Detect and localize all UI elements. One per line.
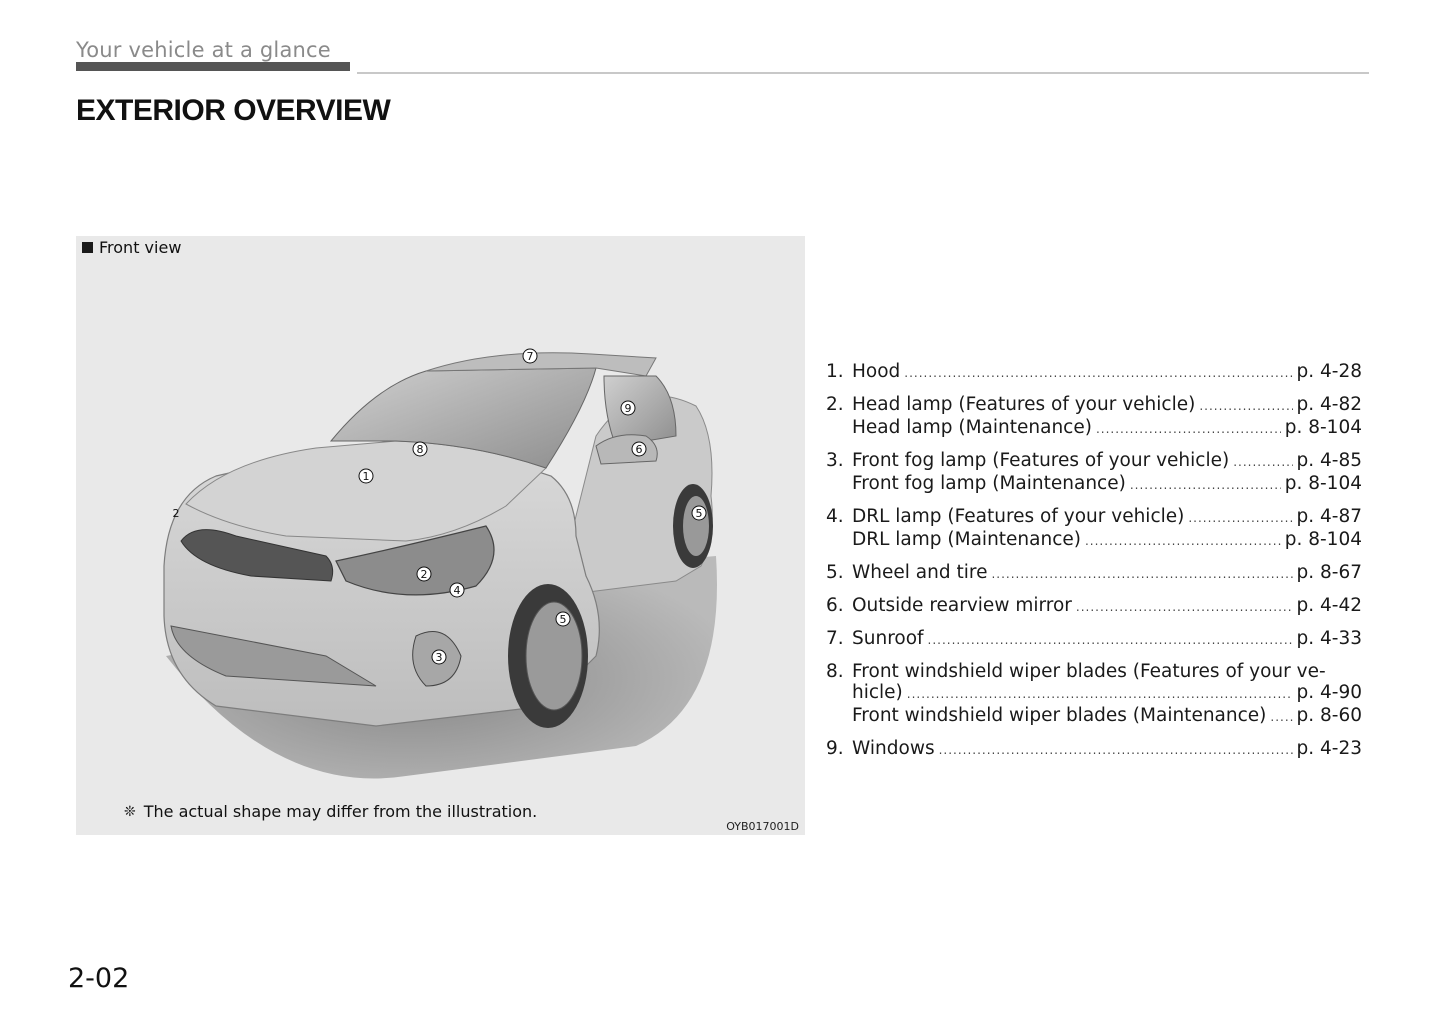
svg-text:9: 9 bbox=[624, 402, 632, 415]
figure-note bbox=[124, 802, 537, 821]
dot-leader bbox=[928, 630, 1293, 651]
item-page-ref: p. 8-60 bbox=[1296, 705, 1362, 726]
item-page-ref: p. 4-82 bbox=[1296, 394, 1362, 415]
item-text: Front fog lamp (Features of your vehicle) bbox=[852, 450, 1230, 471]
list-item-line bbox=[826, 450, 1362, 473]
dot-leader bbox=[907, 684, 1293, 705]
item-text: Front windshield wiper blades (Features of your ve- bbox=[852, 661, 1326, 682]
callout-5-front bbox=[556, 612, 570, 626]
list-item bbox=[826, 562, 1362, 585]
list-item bbox=[826, 394, 1362, 440]
callout-4 bbox=[450, 583, 464, 597]
list-item-line bbox=[826, 595, 1362, 618]
car-illustration bbox=[76, 236, 805, 835]
list-item-line bbox=[826, 738, 1362, 761]
list-item bbox=[826, 506, 1362, 552]
list-item-line bbox=[826, 661, 1362, 682]
dot-leader bbox=[1096, 419, 1281, 440]
item-page-ref: p. 8-67 bbox=[1296, 562, 1362, 583]
item-text: Wheel and tire bbox=[852, 562, 988, 583]
item-number: 8. bbox=[826, 661, 844, 682]
figure-code: OYB017001D bbox=[726, 820, 799, 833]
item-number: 7. bbox=[826, 628, 844, 649]
dot-leader bbox=[1130, 475, 1281, 496]
item-page-ref: p. 4-23 bbox=[1296, 738, 1362, 759]
figure-panel bbox=[76, 236, 805, 835]
item-page-ref: p. 4-90 bbox=[1296, 682, 1362, 703]
item-text: Head lamp (Maintenance) bbox=[852, 417, 1092, 438]
list-item-line bbox=[826, 705, 1362, 728]
item-text: Front fog lamp (Maintenance) bbox=[852, 473, 1126, 494]
dot-leader bbox=[904, 363, 1292, 384]
square-bullet-icon bbox=[82, 242, 93, 253]
item-number: 1. bbox=[826, 361, 844, 382]
item-number: 4. bbox=[826, 506, 844, 527]
item-page-ref: p. 4-85 bbox=[1296, 450, 1362, 471]
callout-6 bbox=[632, 442, 646, 456]
svg-text:2: 2 bbox=[172, 507, 180, 520]
list-item bbox=[826, 661, 1362, 728]
figure-caption-text: Front view bbox=[99, 238, 182, 257]
item-number: 5. bbox=[826, 562, 844, 583]
item-text: hicle) bbox=[852, 682, 903, 703]
item-text: Head lamp (Features of your vehicle) bbox=[852, 394, 1196, 415]
dot-leader bbox=[991, 564, 1292, 585]
list-item-line bbox=[826, 562, 1362, 585]
page-number: 2-02 bbox=[68, 963, 130, 994]
item-text: Front windshield wiper blades (Maintenance) bbox=[852, 705, 1267, 726]
list-item-line bbox=[826, 473, 1362, 496]
list-item bbox=[826, 450, 1362, 496]
item-list bbox=[826, 361, 1362, 771]
item-page-ref: p. 4-87 bbox=[1296, 506, 1362, 527]
dot-leader bbox=[1085, 531, 1281, 552]
svg-text:1: 1 bbox=[362, 470, 370, 483]
callout-5-rear bbox=[692, 506, 706, 520]
item-text: DRL lamp (Features of your vehicle) bbox=[852, 506, 1185, 527]
item-number: 2. bbox=[826, 394, 844, 415]
item-text: Hood bbox=[852, 361, 901, 382]
svg-text:7: 7 bbox=[526, 350, 534, 363]
callout-9 bbox=[621, 401, 635, 415]
svg-text:2: 2 bbox=[420, 568, 428, 581]
callout-1 bbox=[359, 469, 373, 483]
item-text: Windows bbox=[852, 738, 935, 759]
callout-2-side bbox=[173, 507, 180, 520]
callout-8 bbox=[413, 442, 427, 456]
item-number: 9. bbox=[826, 738, 844, 759]
note-asterisk-icon: ❊ bbox=[124, 803, 136, 820]
header-bar-dark bbox=[76, 62, 350, 71]
item-page-ref: p. 8-104 bbox=[1284, 417, 1362, 438]
dot-leader bbox=[1270, 707, 1292, 728]
dot-leader bbox=[1076, 597, 1293, 618]
list-item-line bbox=[826, 682, 1362, 705]
svg-text:3: 3 bbox=[435, 651, 443, 664]
list-item bbox=[826, 361, 1362, 384]
svg-text:5: 5 bbox=[559, 613, 567, 626]
item-page-ref: p. 8-104 bbox=[1284, 529, 1362, 550]
dot-leader bbox=[1233, 452, 1292, 473]
figure-caption bbox=[82, 238, 181, 257]
item-page-ref: p. 8-104 bbox=[1284, 473, 1362, 494]
list-item-line bbox=[826, 529, 1362, 552]
item-text: Outside rearview mirror bbox=[852, 595, 1072, 616]
list-item-line bbox=[826, 417, 1362, 440]
list-item-line bbox=[826, 361, 1362, 384]
callout-7 bbox=[523, 349, 537, 363]
item-number: 3. bbox=[826, 450, 844, 471]
item-number: 6. bbox=[826, 595, 844, 616]
callout-3 bbox=[432, 650, 446, 664]
list-item bbox=[826, 595, 1362, 618]
callout-2 bbox=[417, 567, 431, 581]
dot-leader bbox=[1199, 396, 1292, 417]
svg-text:6: 6 bbox=[635, 443, 643, 456]
list-item bbox=[826, 738, 1362, 761]
item-text: Sunroof bbox=[852, 628, 924, 649]
header-rule bbox=[357, 72, 1369, 74]
svg-text:8: 8 bbox=[416, 443, 424, 456]
dot-leader bbox=[1188, 508, 1292, 529]
dot-leader bbox=[939, 740, 1293, 761]
list-item bbox=[826, 628, 1362, 651]
list-item-line bbox=[826, 628, 1362, 651]
figure-note-text: The actual shape may differ from the illustration. bbox=[143, 802, 538, 821]
item-text: DRL lamp (Maintenance) bbox=[852, 529, 1081, 550]
item-page-ref: p. 4-42 bbox=[1296, 595, 1362, 616]
list-item-line bbox=[826, 506, 1362, 529]
svg-text:4: 4 bbox=[453, 584, 461, 597]
list-item-line bbox=[826, 394, 1362, 417]
section-header: Your vehicle at a glance bbox=[76, 38, 331, 62]
item-page-ref: p. 4-33 bbox=[1296, 628, 1362, 649]
item-page-ref: p. 4-28 bbox=[1296, 361, 1362, 382]
svg-text:5: 5 bbox=[695, 507, 703, 520]
page-title: EXTERIOR OVERVIEW bbox=[76, 94, 391, 127]
